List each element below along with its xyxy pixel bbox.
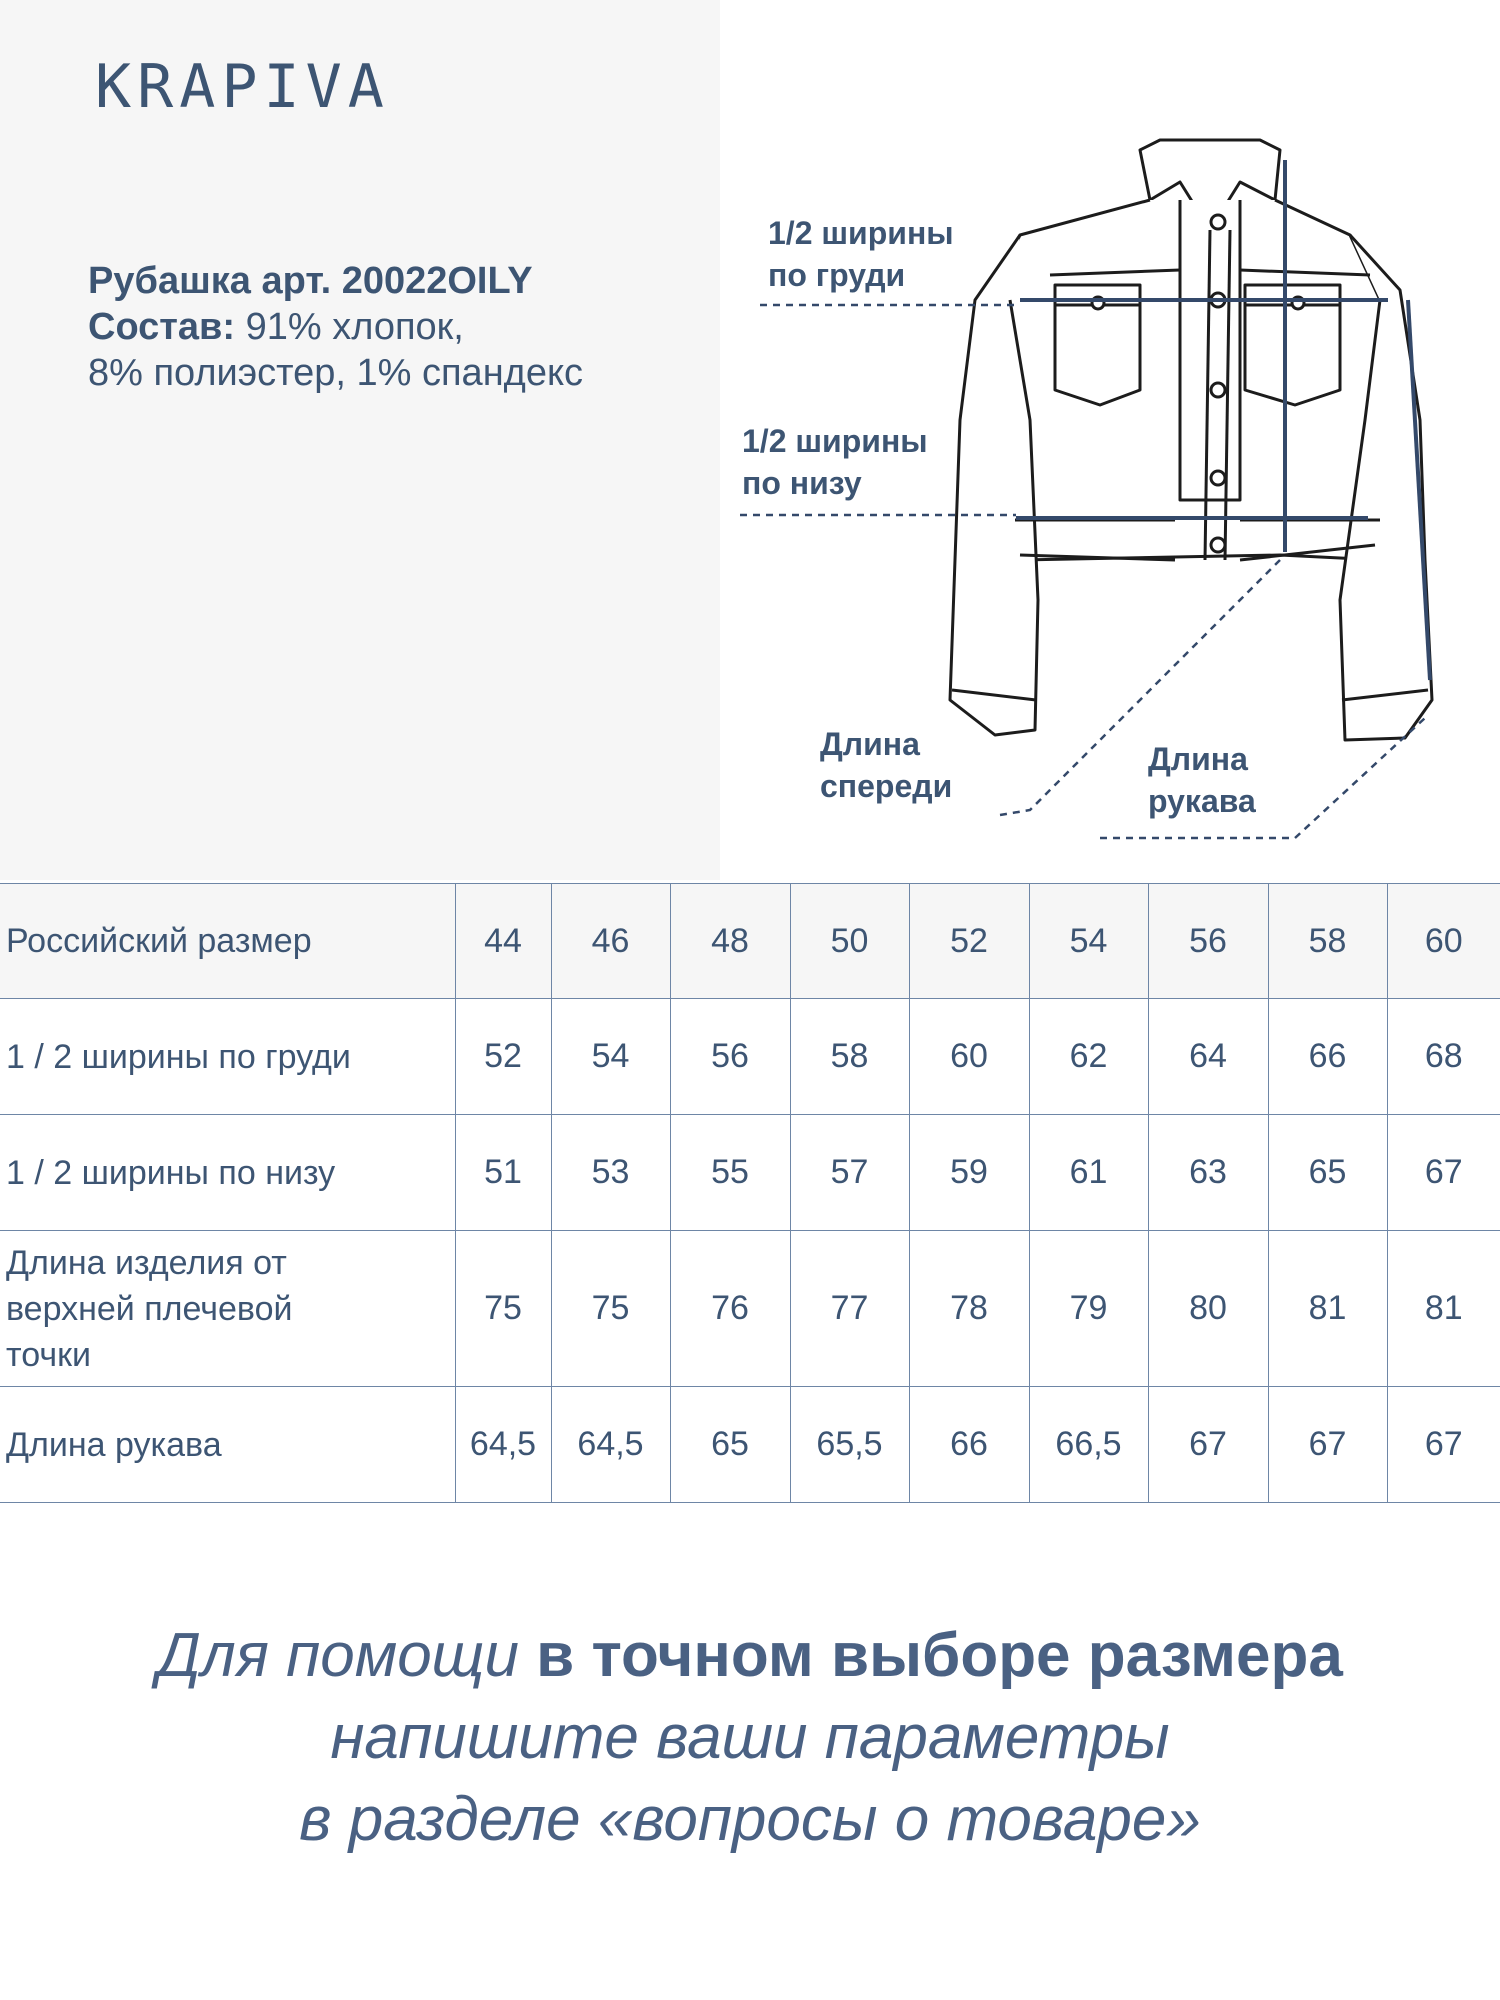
- table-cell: 64,5: [455, 1387, 551, 1503]
- size-cell: 46: [551, 884, 670, 999]
- product-title: Рубашка арт. 20022OILY: [88, 260, 533, 302]
- row-label: 1 / 2 ширины по груди: [0, 999, 455, 1115]
- table-row: [0, 1115, 1500, 1231]
- callout-chest-line1: 1/2 ширины: [768, 215, 954, 251]
- footer-line3: в разделе «вопросы о товаре»: [299, 1785, 1201, 1854]
- table-cell: 76: [670, 1231, 790, 1387]
- footer-line2: напишите ваши параметры: [330, 1703, 1170, 1772]
- table-row: [0, 1387, 1500, 1503]
- table-cell: 60: [909, 999, 1029, 1115]
- table-cell: 65: [670, 1387, 790, 1503]
- table-cell: 51: [455, 1115, 551, 1231]
- table-cell: 62: [1029, 999, 1148, 1115]
- row-label-line: Длина изделия от: [6, 1243, 287, 1282]
- callout-front-line2: спереди: [820, 768, 953, 804]
- callout-front-length: [820, 723, 952, 807]
- footer-line1: [0, 1615, 1500, 1697]
- table-cell: 67: [1268, 1387, 1387, 1503]
- callout-front-line1: Длина: [820, 726, 920, 762]
- callout-hem: [742, 420, 928, 504]
- table-cell: 78: [909, 1231, 1029, 1387]
- table-cell: 64,5: [551, 1387, 670, 1503]
- jacket-outline: [950, 140, 1432, 740]
- table-row: [0, 1231, 1500, 1387]
- callout-chest: [768, 212, 954, 296]
- callout-hem-line2: по низу: [742, 465, 862, 501]
- callout-sleeve-line1: Длина: [1148, 741, 1248, 777]
- table-cell: 75: [551, 1231, 670, 1387]
- composition-line1: 91% хлопок,: [245, 306, 464, 348]
- table-cell: 66: [909, 1387, 1029, 1503]
- brand-logo: KRAPIVA: [95, 52, 390, 122]
- table-cell: 80: [1148, 1231, 1268, 1387]
- table-cell: 75: [455, 1231, 551, 1387]
- table-cell: 61: [1029, 1115, 1148, 1231]
- table-cell: 66: [1268, 999, 1387, 1115]
- callout-hem-line1: 1/2 ширины: [742, 423, 928, 459]
- size-cell: 44: [455, 884, 551, 999]
- table-cell: 67: [1148, 1387, 1268, 1503]
- callout-sleeve-length: [1148, 738, 1256, 822]
- table-cell: 81: [1268, 1231, 1387, 1387]
- header-label: Российский размер: [0, 884, 455, 999]
- table-cell: 59: [909, 1115, 1029, 1231]
- callout-chest-line2: по груди: [768, 257, 906, 293]
- product-info: [88, 258, 583, 396]
- table-cell: 52: [455, 999, 551, 1115]
- size-cell: 58: [1268, 884, 1387, 999]
- table-cell: 54: [551, 999, 670, 1115]
- composition-line2: 8% полиэстер, 1% спандекс: [88, 352, 584, 394]
- footer-line1-b: в точном выборе размера: [536, 1621, 1343, 1690]
- size-cell: 48: [670, 884, 790, 999]
- table-cell: 65: [1268, 1115, 1387, 1231]
- table-cell: 77: [790, 1231, 909, 1387]
- table-cell: 65,5: [790, 1387, 909, 1503]
- table-cell: 53: [551, 1115, 670, 1231]
- table-row: [0, 999, 1500, 1115]
- callout-sleeve-line2: рукава: [1148, 783, 1256, 819]
- table-cell: 79: [1029, 1231, 1148, 1387]
- size-table: [0, 883, 1500, 1503]
- info-panel: [0, 0, 720, 880]
- row-label: [0, 1231, 455, 1387]
- table-cell: 67: [1387, 1387, 1500, 1503]
- composition: [88, 304, 583, 350]
- row-label-line: верхней плечевой: [6, 1289, 293, 1328]
- table-cell: 63: [1148, 1115, 1268, 1231]
- table-cell: 81: [1387, 1231, 1500, 1387]
- table-cell: 57: [790, 1115, 909, 1231]
- size-cell: 60: [1387, 884, 1500, 999]
- garment-sketch-area: [720, 0, 1500, 880]
- table-cell: 55: [670, 1115, 790, 1231]
- footer-line1-a: Для помощи: [157, 1621, 537, 1690]
- footer-note: [0, 1615, 1500, 1861]
- table-header-row: [0, 884, 1500, 999]
- composition-label: Состав:: [88, 306, 236, 348]
- table-cell: 58: [790, 999, 909, 1115]
- table-cell: 68: [1387, 999, 1500, 1115]
- table-cell: 64: [1148, 999, 1268, 1115]
- size-cell: 50: [790, 884, 909, 999]
- table-cell: 66,5: [1029, 1387, 1148, 1503]
- row-label-line: точки: [6, 1335, 91, 1374]
- table-cell: 56: [670, 999, 790, 1115]
- size-cell: 54: [1029, 884, 1148, 999]
- table-cell: 67: [1387, 1115, 1500, 1231]
- row-label: 1 / 2 ширины по низу: [0, 1115, 455, 1231]
- size-cell: 52: [909, 884, 1029, 999]
- size-cell: 56: [1148, 884, 1268, 999]
- row-label: Длина рукава: [0, 1387, 455, 1503]
